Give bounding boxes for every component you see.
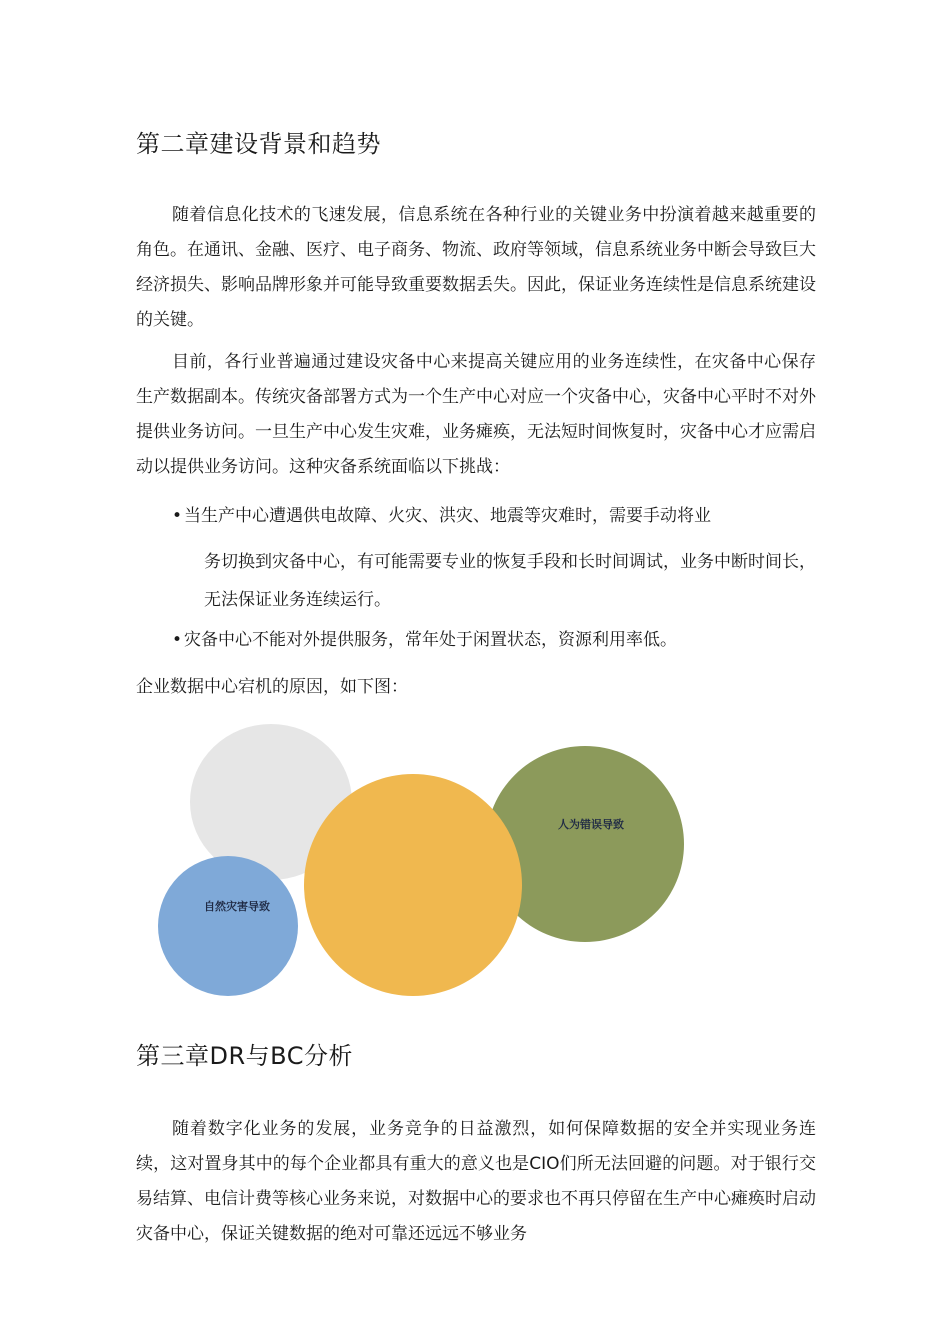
bullet-icon: • <box>172 506 183 526</box>
downtime-causes-bubble-figure <box>140 718 700 1028</box>
figure-intro: 企业数据中心宕机的原因，如下图： <box>136 677 408 697</box>
bubble-blue-label: 自然灾害导致 <box>204 900 270 913</box>
bullet-item-2-text: 灾备中心不能对外提供服务，常年处于闲置状态，资源利用率低。 <box>184 630 678 650</box>
chapter-3-paragraph-1: 随着数字化业务的发展，业务竞争的日益激烈，如何保障数据的安全并实现业务连续，这对置身其中的每个企业都具有重大的意义也是CIO们所无法回避的问题。对于银行交易结算、电信计费等核心业务来说，对数据中心的要求也不再只停留在生产中心瘫痪时启动灾备中心，保证关键数据的绝对可靠还远远不够业务 <box>136 1119 816 1244</box>
chapter-2-title: 第二章建设背景和趋势 <box>136 130 381 158</box>
bubble-blue <box>158 856 298 996</box>
bullet-icon: • <box>172 630 183 650</box>
bubble-green-label: 人为错误导致 <box>558 818 624 831</box>
chapter-3-title: 第三章DR与BC分析 <box>136 1042 353 1070</box>
chapter-2-paragraph-1: 随着信息化技术的飞速发展，信息系统在各种行业的关键业务中扮演着越来越重要的角色。在通讯、金融、医疗、电子商务、物流、政府等领域，信息系统业务中断会导致巨大经济损失、影响品牌形象并可能导致重要数据丢失。因此，保证业务连续性是信息系统建设的关键。 <box>136 205 816 330</box>
bullet-item-2 <box>172 620 818 660</box>
bullet-item-1 <box>172 496 818 536</box>
bullet-item-1-first-line: 当生产中心遭遇供电故障、火灾、洪灾、地震等灾难时，需要手动将业 <box>184 506 712 526</box>
bullet-item-1-continuation: 务切换到灾备中心，有可能需要专业的恢复手段和长时间调试，业务中断时间长，无法保证业务连续运行。 <box>204 552 816 610</box>
bubble-orange <box>304 774 522 996</box>
chapter-2-paragraph-2: 目前，各行业普遍通过建设灾备中心来提高关键应用的业务连续性，在灾备中心保存生产数据副本。传统灾备部署方式为一个生产中心对应一个灾备中心，灾备中心平时不对外提供业务访问。一旦生产中心发生灾难，业务瘫痪，无法短时间恢复时，灾备中心才应需启动以提供业务访问。这种灾备系统面临以下挑战： <box>136 352 816 477</box>
